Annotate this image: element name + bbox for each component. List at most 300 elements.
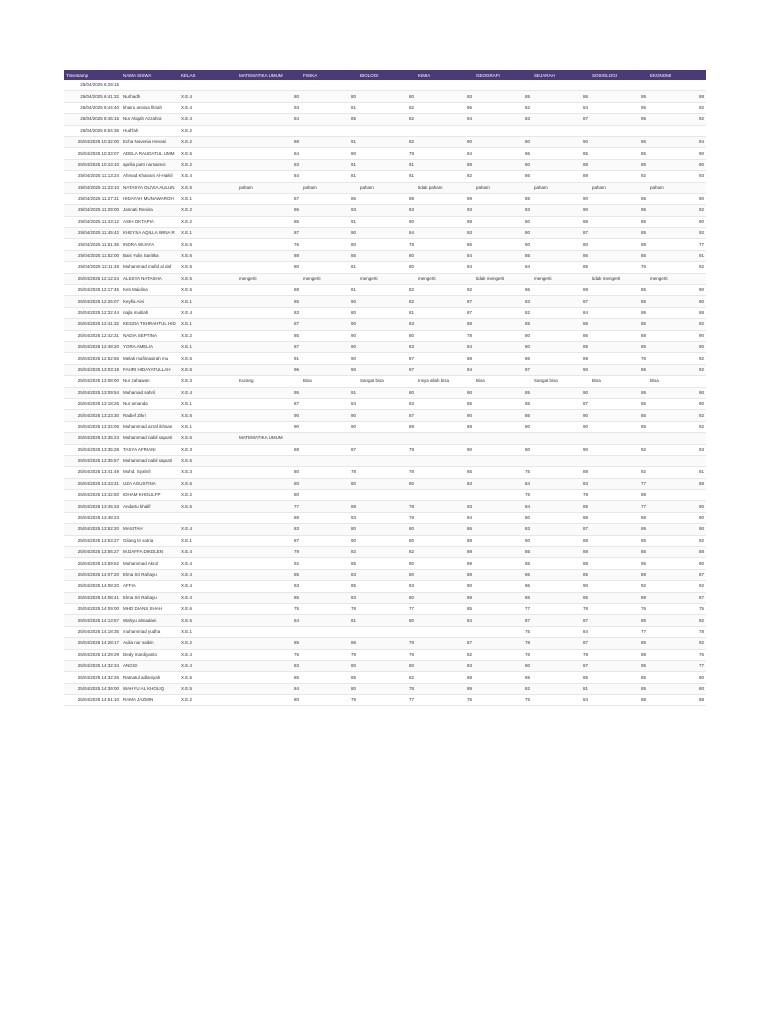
table-cell[interactable]: Andartu khalif	[121, 501, 179, 512]
table-cell[interactable]: 85	[590, 148, 648, 159]
table-cell[interactable]: Radief Zikri	[121, 410, 179, 421]
table-cell[interactable]: 87	[416, 296, 474, 307]
table-cell[interactable]: 93	[416, 228, 474, 239]
table-cell[interactable]: TASYA AFRIANI	[121, 444, 179, 455]
table-cell[interactable]: 80	[301, 478, 358, 489]
table-cell[interactable]: 82	[358, 102, 416, 113]
table-cell[interactable]: 82	[416, 171, 474, 182]
table-cell[interactable]: 84	[416, 615, 474, 626]
table-cell[interactable]: 80	[301, 307, 358, 318]
column-header[interactable]: MATEMATIKA UMUM	[237, 70, 301, 80]
table-cell[interactable]: 90	[416, 136, 474, 147]
table-cell[interactable]: 83	[237, 159, 301, 170]
table-cell[interactable]: 90	[301, 341, 358, 352]
table-cell[interactable]: 25/04/2025 14:18:35	[64, 626, 121, 637]
table-cell[interactable]: KESZIA TSHRAHTUL HID	[121, 319, 179, 330]
table-cell[interactable]: 88	[590, 695, 648, 706]
table-cell[interactable]: 25/04/2025 12:42:31	[64, 330, 121, 341]
table-cell[interactable]: 87	[532, 638, 590, 649]
table-cell[interactable]: Ratnatul adlaniyah	[121, 672, 179, 683]
table-cell[interactable]: 87	[532, 114, 590, 125]
table-cell[interactable]: 96	[416, 102, 474, 113]
table-cell[interactable]: 88	[416, 535, 474, 546]
table-cell[interactable]: 80	[358, 478, 416, 489]
table-cell[interactable]: 91	[301, 216, 358, 227]
table-cell[interactable]: 90	[532, 421, 590, 432]
table-cell[interactable]: Kurang	[237, 376, 301, 387]
table-cell[interactable]	[358, 490, 416, 501]
table-cell[interactable]: 78	[648, 626, 706, 637]
table-cell[interactable]: mengerti	[648, 273, 706, 284]
table-cell[interactable]: 84	[301, 398, 358, 409]
table-cell[interactable]: 88	[532, 535, 590, 546]
table-cell[interactable]: 80	[301, 91, 358, 102]
table-cell[interactable]: 92	[590, 467, 648, 478]
table-cell[interactable]: 75	[648, 603, 706, 614]
table-cell[interactable]: 92	[648, 581, 706, 592]
table-cell[interactable]: 80	[474, 330, 532, 341]
table-cell[interactable]: 85	[590, 341, 648, 352]
table-cell[interactable]: 81	[648, 467, 706, 478]
table-cell[interactable]: 80	[358, 660, 416, 671]
table-cell[interactable]: X.E.2	[179, 216, 237, 227]
table-cell[interactable]: X.E.4	[179, 387, 237, 398]
table-cell[interactable]: 84	[416, 250, 474, 261]
table-cell[interactable]: 88	[358, 193, 416, 204]
table-cell[interactable]: 90	[648, 524, 706, 535]
table-cell[interactable]: 83	[358, 341, 416, 352]
table-cell[interactable]: 90	[648, 387, 706, 398]
table-cell[interactable]: 88	[532, 159, 590, 170]
table-cell[interactable]: 25/04/2025 10:32:00	[64, 136, 121, 147]
table-cell[interactable]: 88	[416, 672, 474, 683]
table-cell[interactable]: X.E.2	[179, 490, 237, 501]
table-cell[interactable]: 25/04/2025 11:45:42	[64, 228, 121, 239]
table-cell[interactable]: Nur zahawan	[121, 376, 179, 387]
table-cell[interactable]: 85	[474, 91, 532, 102]
table-cell[interactable]: 90	[648, 193, 706, 204]
table-cell[interactable]: 79	[358, 638, 416, 649]
table-cell[interactable]	[301, 433, 358, 444]
table-cell[interactable]: X.E.6	[179, 353, 237, 364]
table-cell[interactable]: 80	[474, 216, 532, 227]
table-cell[interactable]: 88	[532, 512, 590, 523]
table-cell[interactable]: 25/04/2025 13:48:23	[64, 512, 121, 523]
table-cell[interactable]: 83	[474, 205, 532, 216]
table-cell[interactable]	[358, 455, 416, 466]
table-cell[interactable]: WAHYU AL KHOLIQ	[121, 683, 179, 694]
table-cell[interactable]: 80	[358, 558, 416, 569]
table-cell[interactable]: 85	[590, 250, 648, 261]
table-cell[interactable]: 80	[301, 148, 358, 159]
table-cell[interactable]: paham	[237, 182, 301, 193]
table-cell[interactable]: 81	[301, 102, 358, 113]
table-cell[interactable]: 25/04/2025 14:32:34	[64, 660, 121, 671]
table-cell[interactable]: 83	[474, 114, 532, 125]
table-cell[interactable]: X.E.4	[179, 558, 237, 569]
table-cell[interactable]: 85	[532, 501, 590, 512]
table-cell[interactable]	[648, 80, 706, 91]
table-cell[interactable]: 86	[416, 524, 474, 535]
table-cell[interactable]: 90	[648, 216, 706, 227]
table-cell[interactable]: 82	[474, 683, 532, 694]
table-cell[interactable]: 83	[301, 569, 358, 580]
table-cell[interactable]: X.E.4	[179, 114, 237, 125]
table-cell[interactable]: X.E.2	[179, 330, 237, 341]
table-cell[interactable]: KHEYSA AQILLA WINA R	[121, 228, 179, 239]
table-cell[interactable]: 90	[648, 330, 706, 341]
table-cell[interactable]: 86	[237, 205, 301, 216]
table-cell[interactable]: 93	[416, 205, 474, 216]
table-cell[interactable]: 78	[532, 490, 590, 501]
table-cell[interactable]: 80	[532, 239, 590, 250]
column-header[interactable]: KIMIA	[416, 70, 474, 80]
table-cell[interactable]: X.E.4	[179, 592, 237, 603]
table-cell[interactable]: X.E.4	[179, 171, 237, 182]
table-cell[interactable]: 90	[301, 330, 358, 341]
table-cell[interactable]: Gilang tri sotria	[121, 535, 179, 546]
table-cell[interactable]	[474, 125, 532, 136]
table-cell[interactable]: 80	[358, 592, 416, 603]
table-cell[interactable]: 88	[301, 501, 358, 512]
table-cell[interactable]: FAHRI HIDAYATULLAH	[121, 364, 179, 375]
table-cell[interactable]: Insya allah bisa	[416, 376, 474, 387]
table-cell[interactable]: 25/04/2025 13:42:50	[64, 490, 121, 501]
table-cell[interactable]: 93	[301, 512, 358, 523]
table-cell[interactable]: Wahyu almadani	[121, 615, 179, 626]
table-cell[interactable]: 85	[590, 228, 648, 239]
table-cell[interactable]: 88	[416, 159, 474, 170]
table-cell[interactable]: 88	[416, 569, 474, 580]
table-cell[interactable]	[179, 80, 237, 91]
table-cell[interactable]: 86	[474, 353, 532, 364]
table-cell[interactable]: mengerti	[416, 273, 474, 284]
table-cell[interactable]: 25/04/2025 10:43:10	[64, 159, 121, 170]
column-header[interactable]: SEJARAH	[532, 70, 590, 80]
table-cell[interactable]: 84	[532, 695, 590, 706]
table-cell[interactable]: ALSSYA NATASHA	[121, 273, 179, 284]
table-cell[interactable]: X.E.4	[179, 660, 237, 671]
table-cell[interactable]: 92	[648, 615, 706, 626]
table-cell[interactable]: 89	[532, 171, 590, 182]
table-cell[interactable]: X.E.4	[179, 524, 237, 535]
table-cell[interactable]: 83	[474, 296, 532, 307]
table-cell[interactable]: 91	[301, 136, 358, 147]
table-cell[interactable]: 86	[474, 569, 532, 580]
table-cell[interactable]: Aulia nur saikin	[121, 638, 179, 649]
table-cell[interactable]: 86	[301, 638, 358, 649]
table-cell[interactable]: 92	[648, 353, 706, 364]
table-cell[interactable]: 78	[358, 501, 416, 512]
table-cell[interactable]: 85	[590, 364, 648, 375]
table-cell[interactable]: 90	[532, 581, 590, 592]
table-cell[interactable]: najla mutilah	[121, 307, 179, 318]
table-cell[interactable]: 90	[416, 581, 474, 592]
table-cell[interactable]: 95	[590, 307, 648, 318]
table-cell[interactable]: 79	[301, 649, 358, 660]
table-cell[interactable]: 80	[474, 341, 532, 352]
table-cell[interactable]: X.E.1	[179, 193, 237, 204]
table-cell[interactable]: 90	[648, 672, 706, 683]
table-cell[interactable]: 86	[474, 592, 532, 603]
table-cell[interactable]: 80	[358, 524, 416, 535]
table-cell[interactable]: 85	[301, 581, 358, 592]
table-cell[interactable]: 82	[416, 649, 474, 660]
table-cell[interactable]: Bisa	[648, 376, 706, 387]
table-cell[interactable]: 80	[474, 535, 532, 546]
table-cell[interactable]: 25/04/2025 12:52:56	[64, 353, 121, 364]
table-cell[interactable]	[416, 455, 474, 466]
table-cell[interactable]: 84	[532, 102, 590, 113]
table-cell[interactable]: 93	[237, 581, 301, 592]
table-cell[interactable]: 81	[301, 615, 358, 626]
table-cell[interactable]: 80	[358, 535, 416, 546]
table-cell[interactable]: 88	[416, 319, 474, 330]
table-cell[interactable]: 25/04/2025 11:51:36	[64, 239, 121, 250]
column-header[interactable]: EKONOMI	[648, 70, 706, 80]
table-cell[interactable]: 90	[648, 296, 706, 307]
table-cell[interactable]: 85	[301, 250, 358, 261]
table-cell[interactable]: Muhammad nabil saputri	[121, 455, 179, 466]
table-cell[interactable]: X.E.6	[179, 478, 237, 489]
table-cell[interactable]: 90	[532, 387, 590, 398]
table-cell[interactable]: 79	[358, 444, 416, 455]
table-cell[interactable]: 85	[474, 319, 532, 330]
table-cell[interactable]: 83	[237, 524, 301, 535]
table-cell[interactable]	[301, 626, 358, 637]
table-cell[interactable]: 85	[590, 296, 648, 307]
table-cell[interactable]: 90	[648, 341, 706, 352]
table-cell[interactable]: 90	[648, 285, 706, 296]
table-cell[interactable]: 77	[590, 626, 648, 637]
table-cell[interactable]: 88	[416, 353, 474, 364]
table-cell[interactable]: 85	[590, 319, 648, 330]
table-cell[interactable]: NATASYA OLIVIA AULUN	[121, 182, 179, 193]
table-cell[interactable]: 25/04/2025 11:52:00	[64, 250, 121, 261]
table-cell[interactable]: X.E.1	[179, 228, 237, 239]
table-cell[interactable]: X.E.3	[179, 376, 237, 387]
table-cell[interactable]: 83	[237, 307, 301, 318]
table-cell[interactable]: 91	[301, 387, 358, 398]
table-cell[interactable]: 84	[358, 228, 416, 239]
table-cell[interactable]: 86	[474, 410, 532, 421]
table-cell[interactable]: 85	[590, 615, 648, 626]
table-cell[interactable]: 90	[301, 421, 358, 432]
table-cell[interactable]: 25/04/2025 13:35:28	[64, 444, 121, 455]
table-cell[interactable]: Sangat bisa	[532, 376, 590, 387]
table-cell[interactable]: 76	[590, 262, 648, 273]
table-cell[interactable]: 94	[648, 136, 706, 147]
column-header[interactable]: KELAS	[179, 70, 237, 80]
table-cell[interactable]: 87	[474, 615, 532, 626]
table-cell[interactable]: 83	[416, 660, 474, 671]
table-cell[interactable]: X.E.2	[179, 136, 237, 147]
table-cell[interactable]: X.E.2	[179, 638, 237, 649]
table-cell[interactable]: 88	[237, 250, 301, 261]
table-cell[interactable]: 85	[590, 535, 648, 546]
table-cell[interactable]: 77	[648, 660, 706, 671]
table-cell[interactable]: 80	[648, 683, 706, 694]
table-cell[interactable]: X.E.6	[179, 410, 237, 421]
table-cell[interactable]: 76	[590, 353, 648, 364]
table-cell[interactable]: 90	[648, 159, 706, 170]
table-cell[interactable]: 86	[474, 285, 532, 296]
table-cell[interactable]: 85	[590, 683, 648, 694]
table-cell[interactable]: X.E.2	[179, 695, 237, 706]
table-cell[interactable]: 83	[358, 581, 416, 592]
table-cell[interactable]: 85	[474, 558, 532, 569]
table-cell[interactable]: 87	[532, 228, 590, 239]
table-cell[interactable]: tidak mengerti	[474, 273, 532, 284]
table-cell[interactable]: 25/04/2025 8:44:40	[64, 102, 121, 113]
table-cell[interactable]: 88	[590, 649, 648, 660]
table-cell[interactable]: 25/04/2025 12:32:44	[64, 307, 121, 318]
table-cell[interactable]: 84	[416, 512, 474, 523]
table-cell[interactable]: 80	[301, 660, 358, 671]
table-cell[interactable]: 85	[590, 672, 648, 683]
table-cell[interactable]: 90	[301, 228, 358, 239]
table-cell[interactable]: Nur amanda	[121, 398, 179, 409]
table-cell[interactable]: 76	[416, 695, 474, 706]
table-cell[interactable]: 85	[532, 592, 590, 603]
table-cell[interactable]: 83	[237, 660, 301, 671]
table-cell[interactable]: 25/04/2025 13:45:33	[64, 501, 121, 512]
table-cell[interactable]: 87	[358, 364, 416, 375]
table-cell[interactable]	[121, 80, 179, 91]
table-cell[interactable]: X.E.2	[179, 125, 237, 136]
table-cell[interactable]: 87	[532, 615, 590, 626]
table-cell[interactable]: 25/04/2025 8:45:15	[64, 114, 121, 125]
table-cell[interactable]: 92	[590, 581, 648, 592]
table-cell[interactable]: 80	[358, 91, 416, 102]
table-cell[interactable]: X.E.5	[179, 501, 237, 512]
table-cell[interactable]: Ahmad Khairani Al-Haikil	[121, 171, 179, 182]
table-cell[interactable]: 78	[532, 649, 590, 660]
table-cell[interactable]: 80	[474, 444, 532, 455]
table-cell[interactable]: 80	[358, 330, 416, 341]
table-cell[interactable]: 93	[416, 91, 474, 102]
table-cell[interactable]: IDHAM KHOLILFP	[121, 490, 179, 501]
table-cell[interactable]: 85	[474, 250, 532, 261]
column-header[interactable]: NAMA SISWA	[121, 70, 179, 80]
table-cell[interactable]: 86	[416, 239, 474, 250]
table-cell[interactable]: 90	[301, 319, 358, 330]
table-cell[interactable]: 87	[237, 319, 301, 330]
table-cell[interactable]: 85	[416, 398, 474, 409]
table-cell[interactable]	[121, 512, 179, 523]
table-cell[interactable]: 87	[474, 364, 532, 375]
table-cell[interactable]: 25/04/2025 13:09:54	[64, 387, 121, 398]
table-cell[interactable]: Bisa	[590, 376, 648, 387]
table-cell[interactable]: 85	[532, 672, 590, 683]
table-cell[interactable]: 95	[590, 205, 648, 216]
table-cell[interactable]: MHD DIANS SHAH	[121, 603, 179, 614]
table-cell[interactable]: 89	[416, 193, 474, 204]
table-cell[interactable]: Muhammad mafid al daf	[121, 262, 179, 273]
table-cell[interactable]	[590, 80, 648, 91]
table-cell[interactable]: mengerti	[532, 273, 590, 284]
table-cell[interactable]: 25/04/2025 8:54:36	[64, 125, 121, 136]
table-cell[interactable]: 92	[648, 364, 706, 375]
table-cell[interactable]: 25/04/2025 14:08:41	[64, 592, 121, 603]
table-cell[interactable]: 75	[474, 626, 532, 637]
table-cell[interactable]: tidak mengerti	[590, 273, 648, 284]
table-cell[interactable]: MASITAH	[121, 524, 179, 535]
table-cell[interactable]: 85	[532, 569, 590, 580]
table-cell[interactable]: 87	[532, 296, 590, 307]
table-cell[interactable]: 90	[416, 387, 474, 398]
column-header[interactable]: BIOLOGI	[358, 70, 416, 80]
table-cell[interactable]: 90	[301, 410, 358, 421]
table-cell[interactable]	[301, 490, 358, 501]
table-cell[interactable]: 93	[416, 501, 474, 512]
table-cell[interactable]: Nur Atiqah Azzahra	[121, 114, 179, 125]
table-cell[interactable]: 90	[648, 501, 706, 512]
table-cell[interactable]: X.E.1	[179, 398, 237, 409]
table-cell[interactable]: 75	[237, 603, 301, 614]
table-cell[interactable]: 25/04/2025 13:35:57	[64, 455, 121, 466]
table-cell[interactable]: 81	[358, 159, 416, 170]
table-cell[interactable]: 95	[590, 660, 648, 671]
table-cell[interactable]: X.E.1	[179, 319, 237, 330]
table-cell[interactable]: 86	[474, 581, 532, 592]
table-cell[interactable]: 76	[237, 649, 301, 660]
table-cell[interactable]	[532, 125, 590, 136]
table-cell[interactable]: 88	[532, 467, 590, 478]
table-cell[interactable]	[474, 433, 532, 444]
table-cell[interactable]: 25/04/2025 12:41:32	[64, 319, 121, 330]
table-cell[interactable]: 25/04/2025 14:09:00	[64, 603, 121, 614]
table-cell[interactable]: ADELA RAUDATUL UMM	[121, 148, 179, 159]
table-cell[interactable]: 25/04/2025 11:23:10	[64, 182, 121, 193]
table-cell[interactable]: 95	[590, 114, 648, 125]
table-cell[interactable]: 87	[237, 398, 301, 409]
table-cell[interactable]: 90	[301, 353, 358, 364]
table-cell[interactable]: Dedy mardiyanto	[121, 649, 179, 660]
table-cell[interactable]: 87	[416, 638, 474, 649]
table-cell[interactable]: 85	[590, 421, 648, 432]
table-cell[interactable]: X.E.4	[179, 581, 237, 592]
table-cell[interactable]: 91	[301, 159, 358, 170]
table-cell[interactable]: 80	[474, 228, 532, 239]
table-cell[interactable]: paham	[358, 182, 416, 193]
table-cell[interactable]: 25/04/2025 14:13:57	[64, 615, 121, 626]
table-cell[interactable]: 80	[358, 615, 416, 626]
table-cell[interactable]: 85	[237, 672, 301, 683]
table-cell[interactable]: Bisa	[301, 376, 358, 387]
table-cell[interactable]: 25/04/2025 13:43:31	[64, 478, 121, 489]
table-cell[interactable]: 25/04/2025 6:41:32	[64, 91, 121, 102]
table-cell[interactable]: 83	[532, 478, 590, 489]
table-cell[interactable]: 90	[648, 398, 706, 409]
table-cell[interactable]: 95	[590, 558, 648, 569]
table-cell[interactable]: 25/04/2025 14:07:20	[64, 569, 121, 580]
table-cell[interactable]: 79	[301, 695, 358, 706]
table-cell[interactable]: 75	[474, 695, 532, 706]
column-header[interactable]: Timestamp	[64, 70, 121, 80]
table-cell[interactable]: 90	[648, 558, 706, 569]
table-cell[interactable]: 88	[648, 695, 706, 706]
table-cell[interactable]: 77	[358, 603, 416, 614]
table-cell[interactable]: 92	[648, 410, 706, 421]
table-cell[interactable]: 88	[237, 444, 301, 455]
table-cell[interactable]: 87	[532, 398, 590, 409]
table-cell[interactable]: 25/04/2025 14:28:17	[64, 638, 121, 649]
table-cell[interactable]: 88	[648, 547, 706, 558]
table-cell[interactable]: 87	[301, 444, 358, 455]
table-cell[interactable]: 85	[532, 262, 590, 273]
table-cell[interactable]: Mohd. Syahril	[121, 467, 179, 478]
